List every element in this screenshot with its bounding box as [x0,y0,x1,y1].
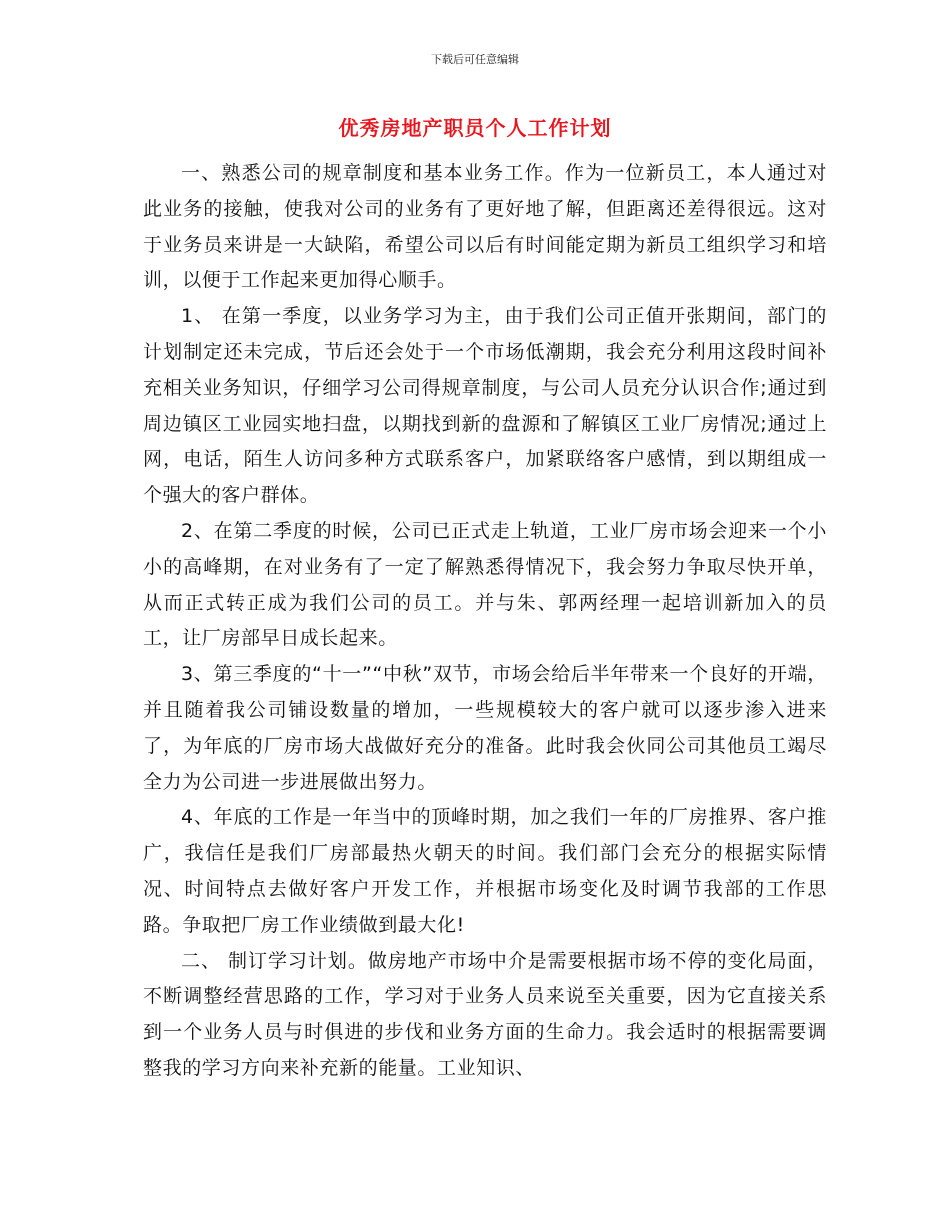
paragraph-familiarize-rules: 一、熟悉公司的规章制度和基本业务工作。作为一位新员工，本人通过对此业务的接触，使我对公司的业务有了更好地了解，但距离还差得很远。这对于业务员来讲是一大缺陷，希望公司以后有时间能定期为新员工组织学习和培训，以便于工作起来更加得心顺手。 [143,162,827,292]
document-body [143,156,827,1087]
page-header-note: 下载后可任意编辑 [431,53,519,66]
paragraph-third-quarter: 3、第三季度的“十一”“中秋”双节，市场会给后半年带来一个良好的开端，并且随着我公司铺设数量的增加，一些规模较大的客户就可以逐步渗入进来了，为年底的厂房市场大战做好充分的准备。此时我会伙同公司其他员工竭尽全力为公司进一步进展做出努力。 [143,663,827,793]
paragraph-second-quarter: 2、在第二季度的时候，公司已正式走上轨道，工业厂房市场会迎来一个小小的高峰期，在对业务有了一定了解熟悉得情况下，我会努力争取尽快开单，从而正式转正成为我们公司的员工。并与朱、郭两经理一起培训新加入的员工，让厂房部早日成长起来。 [143,519,827,650]
paragraph-first-quarter: 1、 在第一季度，以业务学习为主，由于我们公司正值开张期间，部门的计划制定还未完成，节后还会处于一个市场低潮期，我会充分利用这段时间补充相关业务知识，仔细学习公司得规章制度，与公司人员充分认识合作;通过到周边镇区工业园实地扫盘，以期找到新的盘源和了解镇区工业厂房情况;通过上网，电话，陌生人访问多种方式联系客户，加紧联络客户感情，到以期组成一个强大的客户群体。 [143,305,827,507]
document-title: 优秀房地产职员个人工作计划 [338,116,612,140]
paragraph-year-end: 4、年底的工作是一年当中的顶峰时期，加之我们一年的厂房推界、客户推广，我信任是我们厂房部最热火朝天的时间。我们部门会充分的根据实际情况、时间特点去做好客户开发工作，并根据市场变化及时调节我部的工作思路。争取把厂房工作业绩做到最大化! [143,806,827,936]
paragraph-study-plan: 二、 制订学习计划。做房地产市场中介是需要根据市场不停的变化局面，不断调整经营思路的工作，学习对于业务人员来说至关重要，因为它直接关系到一个业务人员与时俱进的步伐和业务方面的生命力。我会适时的根据需要调整我的学习方向来补充新的能量。工业知识、 [143,949,827,1079]
